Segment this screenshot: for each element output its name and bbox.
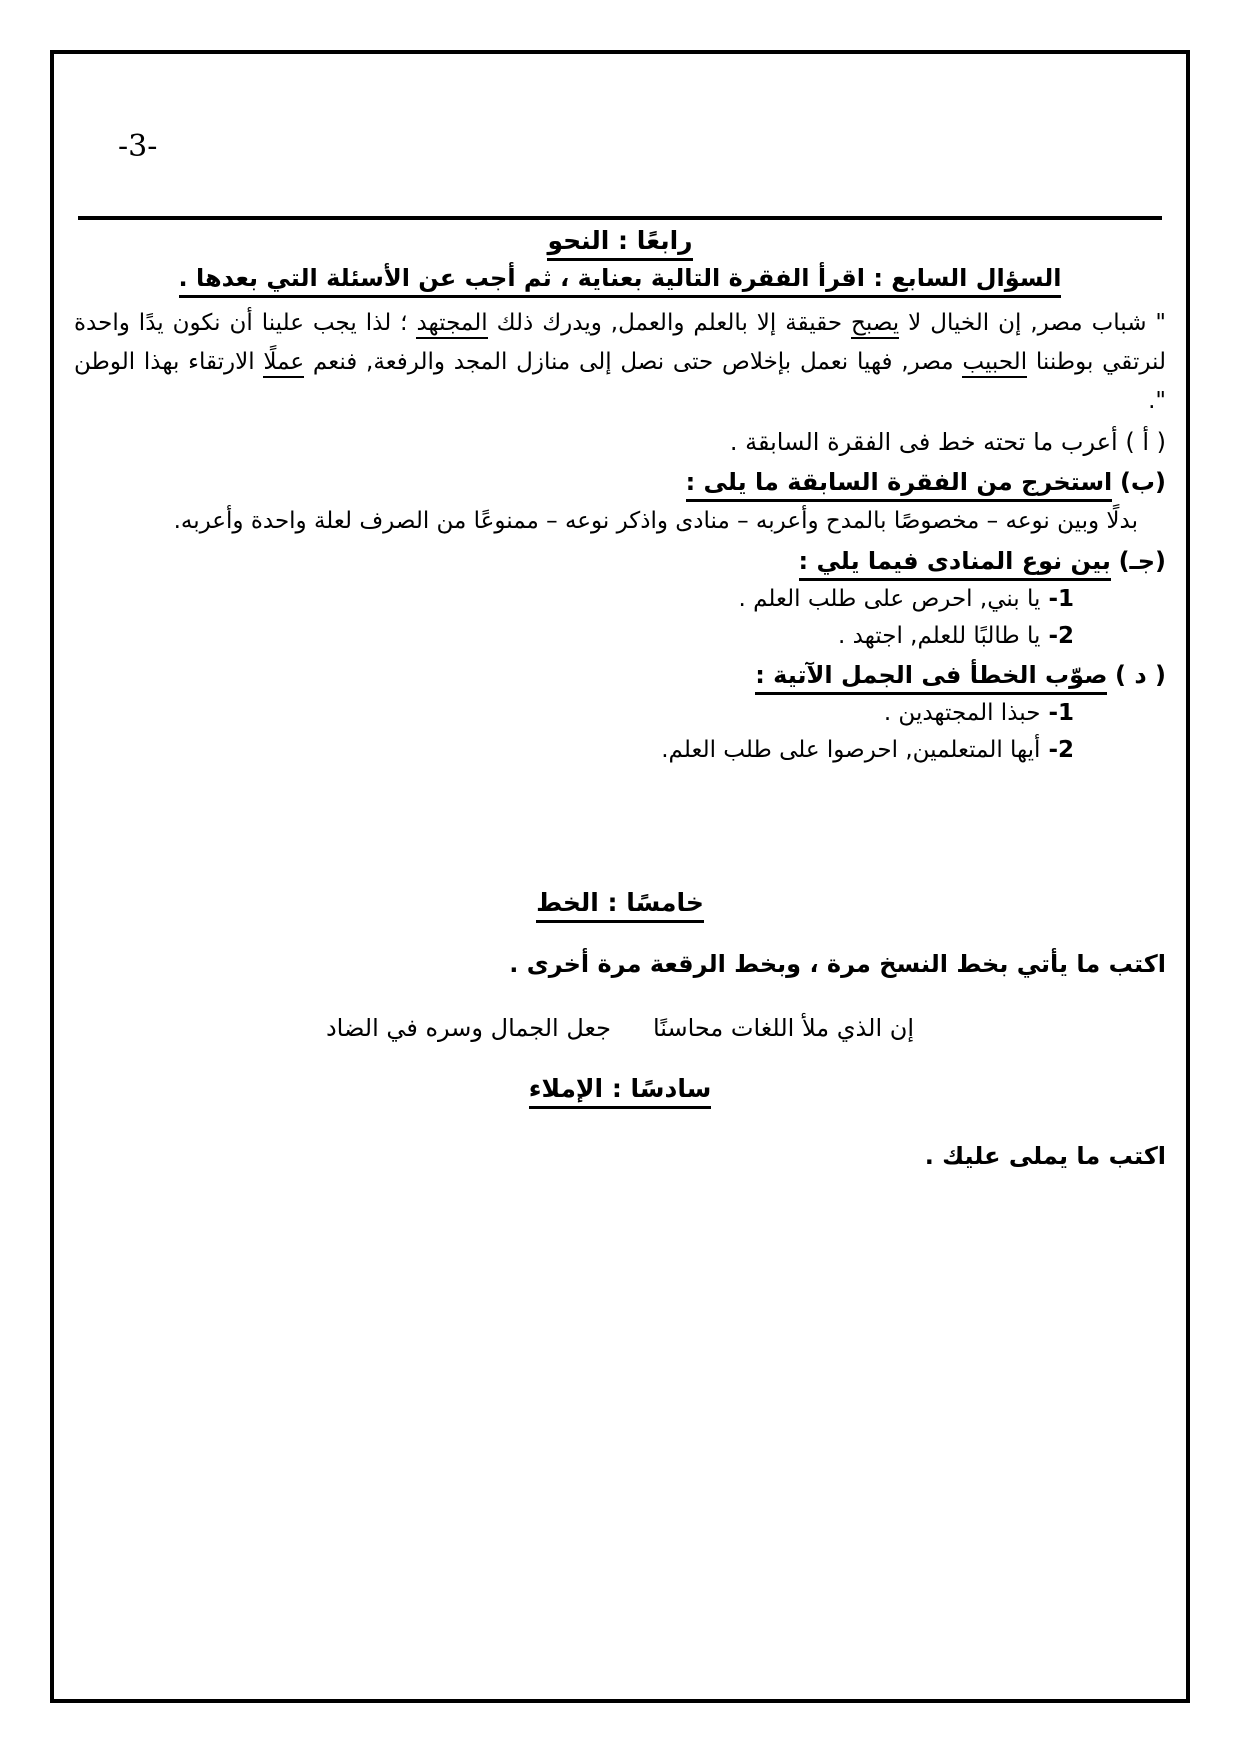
part-b-text: استخرج من الفقرة السابقة ما يلى : [686, 468, 1113, 502]
passage-text: حقيقة إلا بالعلم والعمل, ويدرك ذلك [487, 310, 852, 336]
part-c-text: بين نوع المنادى فيما يلي : [799, 547, 1111, 581]
question-part-d [74, 657, 1166, 694]
part-c-label: (جـ) [1118, 547, 1166, 575]
grammar-section-title [74, 224, 1166, 258]
poetry-verse [74, 1010, 1166, 1046]
verse-first-hemistich: إن الذي ملأ اللغات محاسنًا [652, 1014, 915, 1042]
passage-text: الارتقاء بهذا الوطن ". [74, 349, 1166, 414]
question-seven-header-text: السؤال السابع : اقرأ الفقرة التالية بعناية ، ثم أجب عن الأسئلة التي بعدها . [179, 264, 1062, 298]
part-c-item-1-text: يا بني, احرص على طلب العلم . [738, 586, 1041, 612]
part-d-label: ( د ) [1115, 661, 1166, 689]
calligraphy-section-title-text: خامسًا : الخط [536, 888, 704, 923]
part-c-item-1 [74, 581, 1166, 617]
calligraphy-section-title [74, 886, 1166, 920]
part-c-item-2-number: 2- [1048, 623, 1074, 649]
part-d-text: صوّب الخطأ فى الجمل الآتية : [755, 661, 1107, 695]
header-divider-line [78, 216, 1162, 220]
passage-underlined-word: عملًا [263, 349, 304, 378]
question-seven-header [74, 260, 1166, 296]
dictation-section-title [74, 1072, 1166, 1106]
part-d-item-1 [74, 695, 1166, 731]
passage-text: مصر, فهيا نعمل بإخلاص حتى نصل إلى منازل المجد والرفعة, فنعم [304, 349, 963, 375]
part-d-item-2 [74, 732, 1166, 768]
passage-text: ؛ لذا يجب علينا أن نكون يدًا واحدة لنرتقي بوطننا [74, 310, 1166, 375]
passage-underlined-word: يصبح [851, 310, 899, 339]
part-b-label: (ب) [1119, 468, 1166, 496]
question-part-c [74, 543, 1166, 580]
verse-second-hemistich: جعل الجمال وسره في الضاد [325, 1014, 611, 1042]
passage-underlined-word: المجتهد [416, 310, 487, 339]
grammar-section-title-text: رابعًا : النحو [547, 226, 692, 261]
passage-text: " شباب مصر, إن الخيال لا [899, 310, 1167, 336]
dictation-instruction: اكتب ما يملى عليك . [924, 1142, 1166, 1170]
part-d-item-1-number: 1- [1048, 700, 1074, 726]
page-number: -3- [118, 129, 158, 164]
calligraphy-instruction: اكتب ما يأتي بخط النسخ مرة ، وبخط الرقعة مرة أخرى . [509, 950, 1166, 978]
exam-page-border [50, 50, 1190, 1703]
dictation-section-title-text: سادسًا : الإملاء [529, 1074, 712, 1109]
part-a-label: ( أ ) [1125, 428, 1166, 456]
part-c-item-2-text: يا طالبًا للعلم, اجتهد . [838, 623, 1041, 649]
part-d-item-2-text: أيها المتعلمين, احرصوا على طلب العلم. [661, 737, 1041, 763]
question-part-b [74, 464, 1166, 501]
part-c-item-1-number: 1- [1048, 586, 1074, 612]
part-b-details: بدلًا وبين نوعه – مخصوصًا بالمدح وأعربه – منادى واذكر نوعه – ممنوعًا من الصرف لعلة واحدة وأعربه. [173, 508, 1138, 534]
question-part-a [74, 424, 1166, 461]
reading-passage [74, 304, 1166, 421]
part-a-text: أعرب ما تحته خط فى الفقرة السابقة . [729, 428, 1118, 456]
part-d-item-1-text: حبذا المجتهدين . [883, 700, 1041, 726]
part-d-item-2-number: 2- [1048, 737, 1074, 763]
passage-underlined-word: الحبيب [962, 349, 1027, 378]
part-c-item-2 [74, 618, 1166, 654]
